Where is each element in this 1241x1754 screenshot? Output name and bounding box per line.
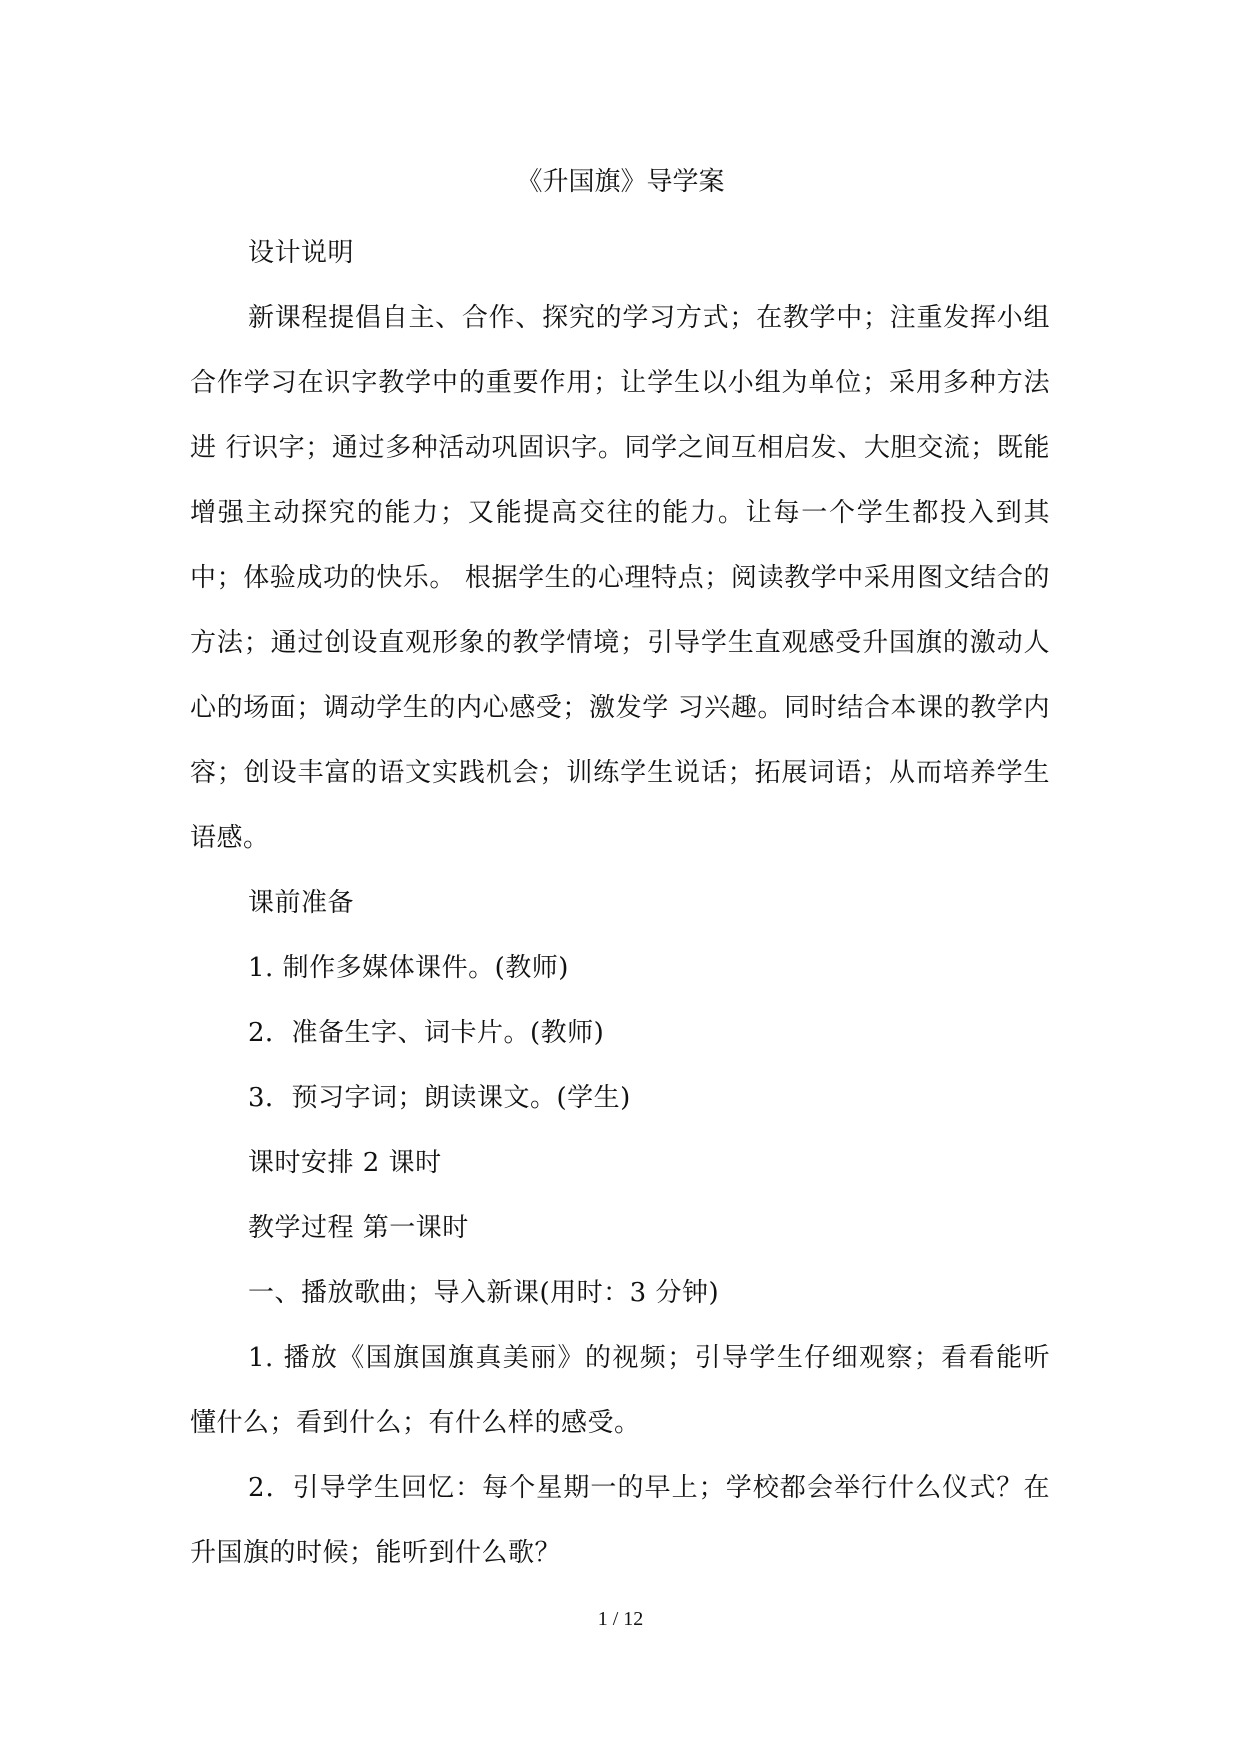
document-body [190, 221, 1050, 1586]
list-item-step-1-1: 1. 播放《国旗国旗真美丽》的视频；引导学生仔细观察；看看能听懂什么；看到什么；有什么样的感受。 [190, 1343, 1050, 1438]
section-heading-preparation: 课前准备 [248, 888, 355, 918]
section-heading-process: 教学过程 第一课时 [248, 1213, 469, 1243]
list-item-preparation-1: 1. 制作多媒体课件。(教师) [248, 953, 569, 983]
section-heading-design-notes: 设计说明 [248, 238, 355, 268]
page-number: 1 / 12 [597, 1608, 644, 1630]
document-title: 《升国旗》导学案 [516, 167, 725, 197]
paragraph-design-notes: 新课程提倡自主、合作、探究的学习方式；在教学中；注重发挥小组合作学习在识字教学中的重要作用；让学生以小组为单位；采用多种方法进 行识字；通过多种活动巩固识字。同学之间互相启发、大胆交流；既能增强主动探究的能力；又能提高交往的能力。让每一个学生都投入到其中；体验成功的快乐。 根据学生的心理特点；阅读教学中采用图文结合的方法；通过创设直观形象的教学情境；引导学生直观感受升国旗的激动人心的场面；调动学生的内心感受；激发学 习兴趣。同时结合本课的教学内容；创设丰富的语文实践机会；训练学生说话；拓展词语；从而培养学生语感。 [190, 303, 1050, 853]
list-item-step-1-2: 2．引导学生回忆：每个星期一的早上；学校都会举行什么仪式？在升国旗的时候；能听到什么歌？ [190, 1473, 1050, 1568]
list-item-preparation-2: 2．准备生字、词卡片。(教师) [248, 1018, 605, 1048]
list-item-preparation-3: 3．预习字词；朗读课文。(学生) [248, 1083, 631, 1113]
section-heading-schedule: 课时安排 2 课时 [248, 1148, 442, 1178]
subsection-heading-step-1: 一、播放歌曲；导入新课(用时：3 分钟) [248, 1278, 720, 1308]
